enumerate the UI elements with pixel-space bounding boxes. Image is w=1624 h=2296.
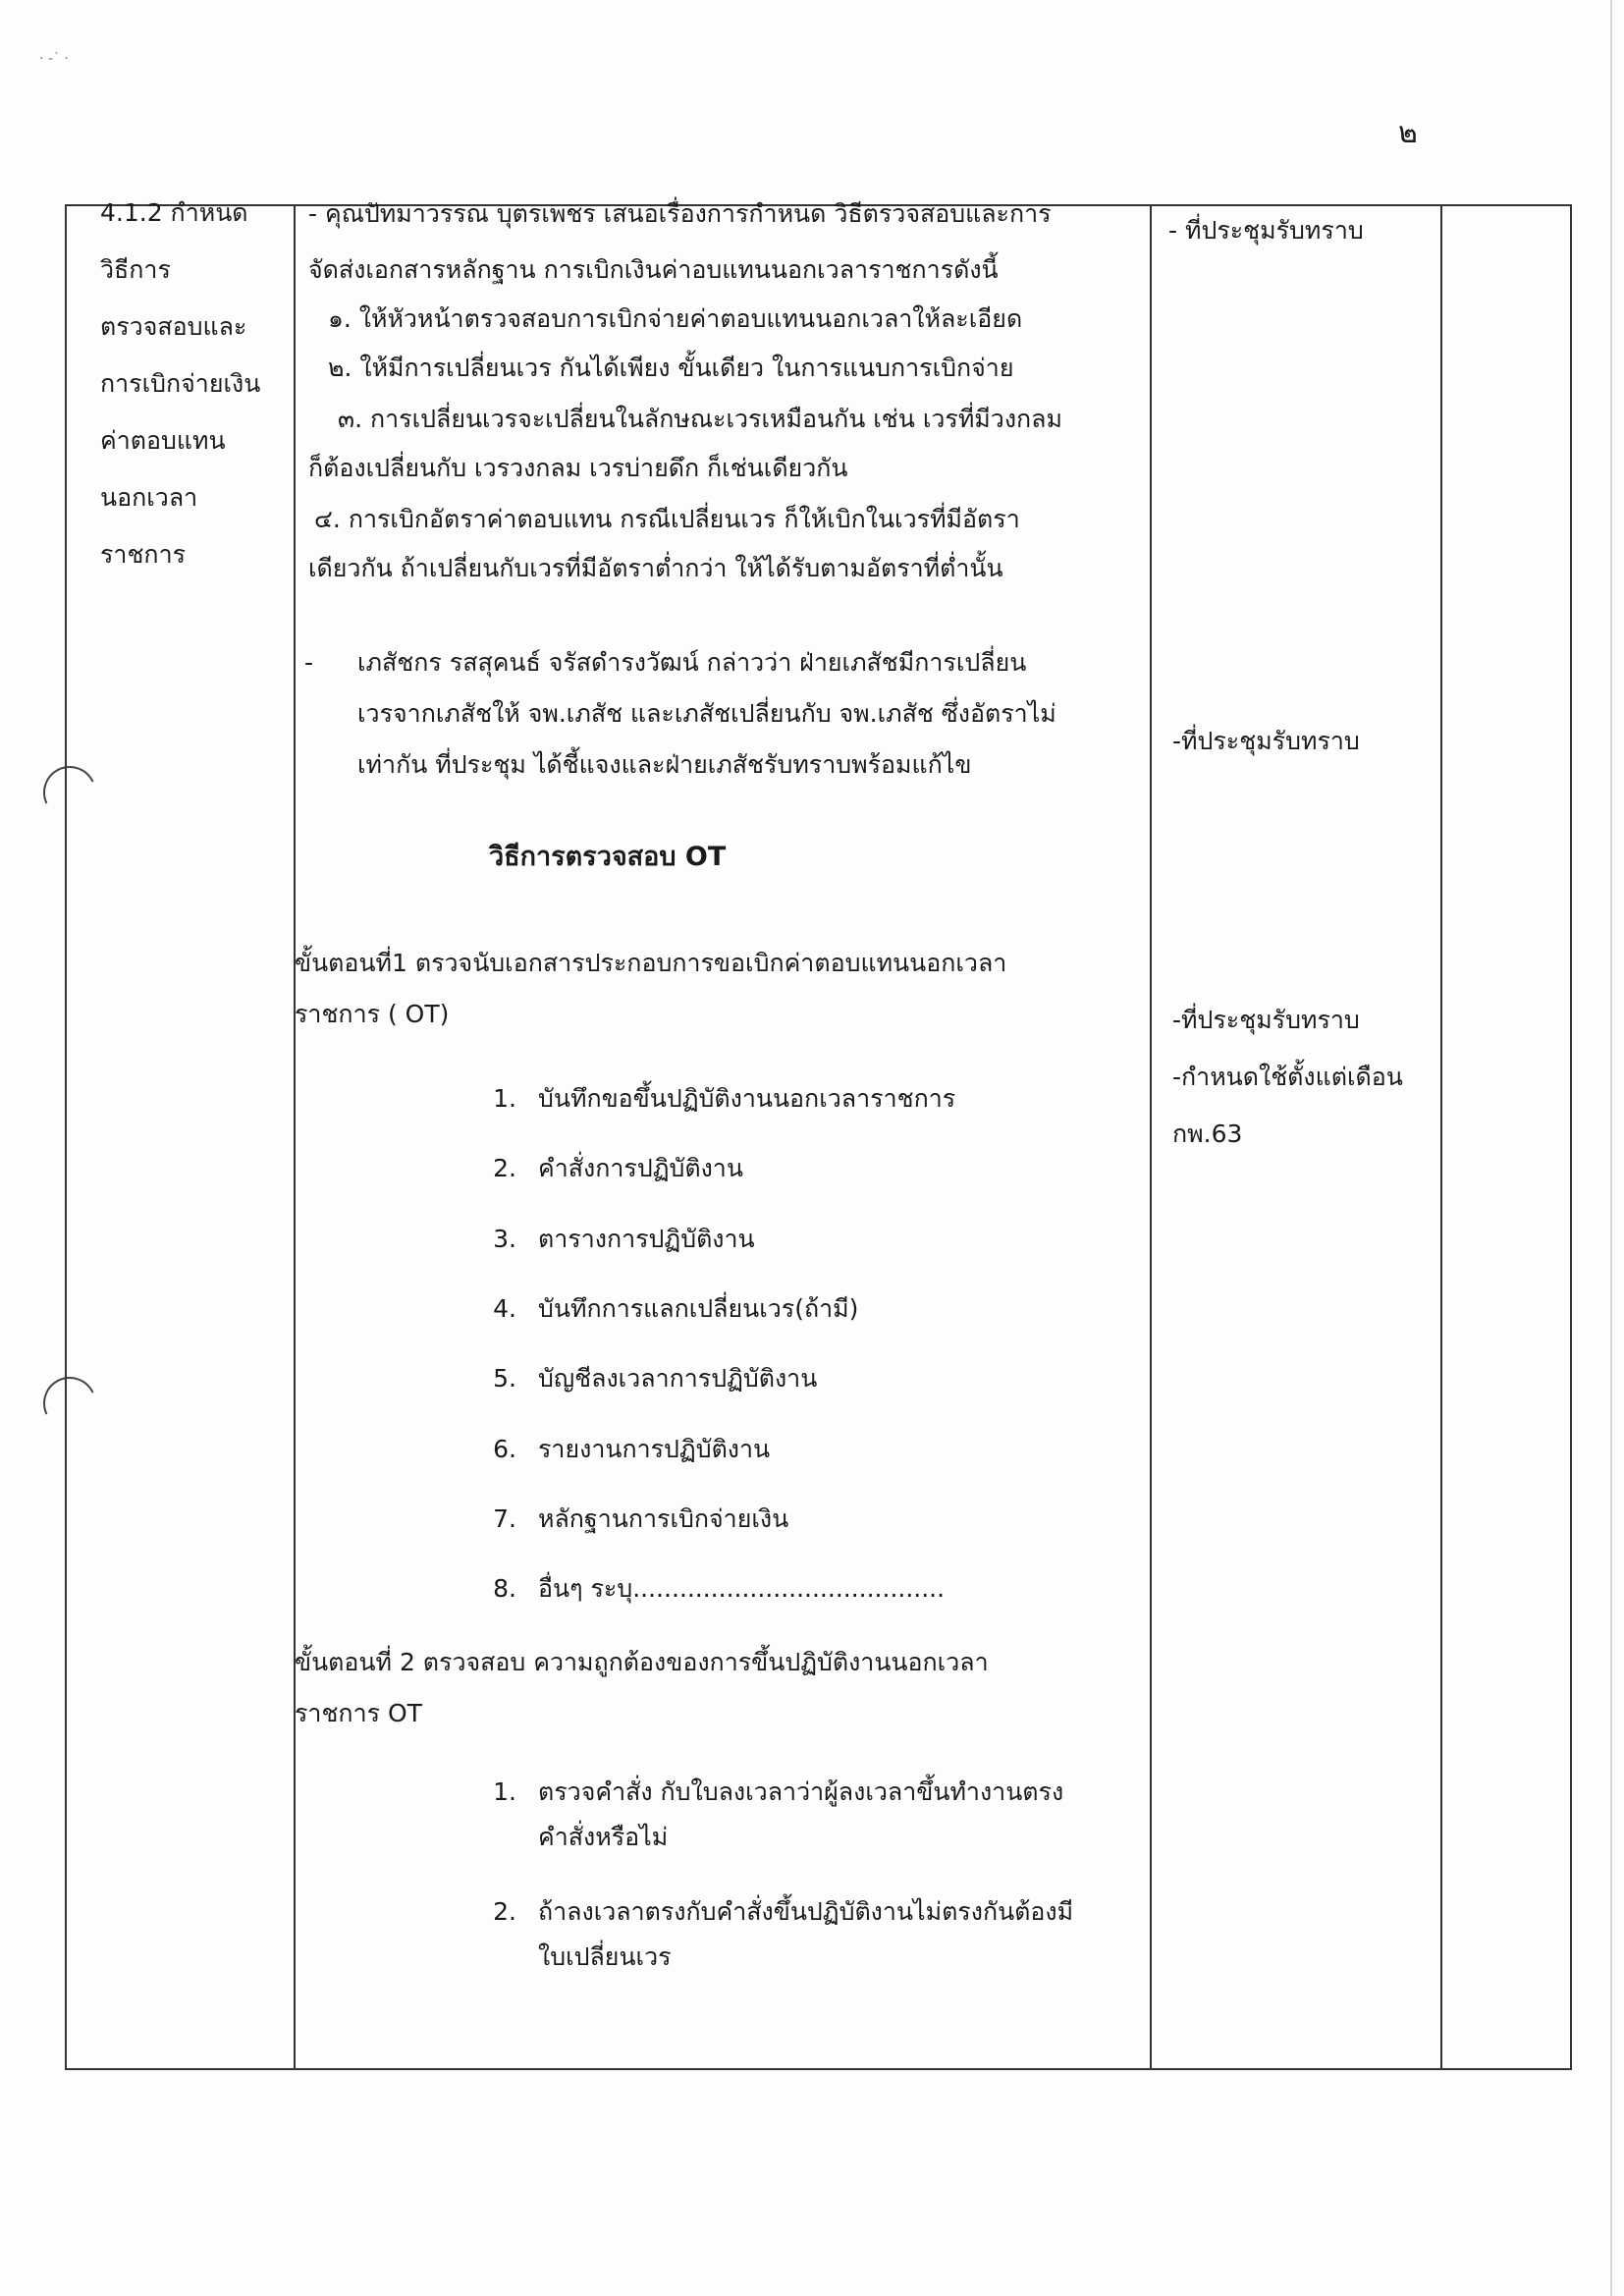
topic-line: ตรวจสอบและ bbox=[100, 312, 247, 341]
p1-line: ๓. การเปลี่ยนเวรจะเปลี่ยนในลักษณะเวรเหมือนกัน เช่น เวรที่มีวงกลม bbox=[338, 405, 1062, 433]
step2-item-cont: คำสั่งหรือไม่ bbox=[538, 1823, 669, 1851]
step2-item bbox=[481, 1897, 1073, 1927]
step1-item bbox=[481, 1154, 743, 1183]
column-divider-2 bbox=[1150, 206, 1152, 2068]
item-text: หลักฐานการเบิกจ่ายเงิน bbox=[538, 1504, 789, 1533]
step1-item bbox=[481, 1364, 817, 1394]
item-number: 6. bbox=[493, 1435, 516, 1463]
p1-line: - คุณปัทมาวรรณ บุตรเพชร เสนอเรื่องการกำหนด วิธีตรวจสอบและการ bbox=[308, 199, 1052, 228]
p2-line: เท่ากัน ที่ประชุม ได้ชี้แจงและฝ่ายเภสัชรับทราบพร้อมแก้ไข bbox=[357, 750, 972, 779]
item-number: 2. bbox=[493, 1897, 516, 1926]
step2-line: ราชการ OT bbox=[295, 1699, 422, 1727]
p1-line: ก็ต้องเปลี่ยนกับ เวรวงกลม เวรบ่ายดึก ก็เช่นเดียวกัน bbox=[308, 454, 848, 482]
item-number: 5. bbox=[493, 1364, 516, 1393]
item-number: 1. bbox=[493, 1084, 516, 1113]
step1-item bbox=[481, 1084, 955, 1114]
page-number: ๒ bbox=[1398, 116, 1418, 150]
item-text: คำสั่งการปฏิบัติงาน bbox=[538, 1154, 743, 1182]
step1-line: ราชการ ( OT) bbox=[295, 1000, 450, 1028]
resolution-3-line: -กำหนดใช้ตั้งแต่เดือน bbox=[1172, 1063, 1403, 1091]
item-number: 4. bbox=[493, 1294, 516, 1323]
step1-item bbox=[481, 1294, 858, 1324]
step1-item bbox=[481, 1574, 945, 1604]
topic-line: ค่าตอบแทน bbox=[100, 426, 226, 455]
topic-line: 4.1.2 กำหนด bbox=[100, 198, 248, 227]
page-edge bbox=[1610, 0, 1612, 2296]
step1-item bbox=[481, 1435, 770, 1464]
p1-line: ๑. ให้หัวหน้าตรวจสอบการเบิกจ่ายค่าตอบแทนนอกเวลาให้ละเอียด bbox=[328, 304, 1023, 333]
resolution-3-line: -ที่ประชุมรับทราบ bbox=[1172, 1006, 1360, 1034]
p1-line: จัดส่งเอกสารหลักฐาน การเบิกเงินค่าอบแทนนอกเวลาราชการดังนี้ bbox=[308, 255, 999, 284]
step2-item bbox=[481, 1777, 1063, 1807]
step1-line: ขั้นตอนที่1 ตรวจนับเอกสารประกอบการขอเบิกค่าตอบแทนนอกเวลา bbox=[295, 949, 1007, 977]
resolution-1: - ที่ประชุมรับทราบ bbox=[1168, 216, 1364, 245]
topic-line: วิธีการ bbox=[100, 255, 171, 284]
item-number: 8. bbox=[493, 1574, 516, 1603]
p2-line: เภสัชกร รสสุคนธ์ จรัสดำรงวัฒน์ กล่าวว่า ฝ่ายเภสัชมีการเปลี่ยน bbox=[357, 648, 1027, 677]
resolution-3-line: กพ.63 bbox=[1172, 1120, 1243, 1148]
section-heading: วิธีการตรวจสอบ OT bbox=[489, 842, 727, 872]
item-text: อื่นๆ ระบุ........................................ bbox=[538, 1574, 946, 1603]
item-number: 1. bbox=[493, 1777, 516, 1806]
resolution-2: -ที่ประชุมรับทราบ bbox=[1172, 727, 1360, 755]
topic-line: ราชการ bbox=[100, 540, 187, 569]
item-text: รายงานการปฏิบัติงาน bbox=[538, 1435, 771, 1463]
item-number: 2. bbox=[493, 1154, 516, 1182]
step1-item bbox=[481, 1225, 755, 1254]
topic-line: การเบิกจ่ายเงิน bbox=[100, 369, 261, 398]
item-number: 3. bbox=[493, 1225, 516, 1253]
step2-line: ขั้นตอนที่ 2 ตรวจสอบ ความถูกต้องของการขึ้นปฏิบัติงานนอกเวลา bbox=[295, 1648, 989, 1676]
column-divider-1 bbox=[294, 206, 296, 2068]
p1-line: ๔. การเบิกอัตราค่าตอบแทน กรณีเปลี่ยนเวร ก็ให้เบิกในเวรที่มีอัตรา bbox=[314, 505, 1020, 533]
p1-line: ๒. ให้มีการเปลี่ยนเวร กันได้เพียง ขั้นเดียว ในการแนบการเบิกจ่าย bbox=[328, 354, 1014, 382]
p1-line: เดียวกัน ถ้าเปลี่ยนกับเวรที่มีอัตราต่ำกว่า ให้ได้รับตามอัตราที่ต่ำนั้น bbox=[308, 554, 1003, 582]
p2-dash: - bbox=[304, 648, 314, 677]
step2-item-cont: ใบเปลี่ยนเวร bbox=[538, 1942, 672, 1971]
item-text: บัญชีลงเวลาการปฏิบัติงาน bbox=[538, 1364, 818, 1393]
p2-line: เวรจากเภสัชให้ จพ.เภสัช และเภสัชเปลี่ยนกับ จพ.เภสัช ซึ่งอัตราไม่ bbox=[357, 699, 1056, 728]
step1-item bbox=[481, 1504, 788, 1534]
item-text: ตารางการปฏิบัติงาน bbox=[538, 1225, 755, 1253]
item-text: บันทึกขอขึ้นปฏิบัติงานนอกเวลาราชการ bbox=[538, 1084, 956, 1113]
item-number: 7. bbox=[493, 1504, 516, 1533]
item-text: บันทึกการแลกเปลี่ยนเวร(ถ้ามี) bbox=[538, 1294, 859, 1323]
topic-line: นอกเวลา bbox=[100, 483, 198, 512]
item-text: ตรวจคำสั่ง กับใบลงเวลาว่าผู้ลงเวลาขึ้นทำงานตรง bbox=[538, 1777, 1064, 1806]
item-text: ถ้าลงเวลาตรงกับคำสั่งขึ้นปฏิบัติงานไม่ตรงกันต้องมี bbox=[538, 1897, 1074, 1926]
column-divider-3 bbox=[1440, 206, 1442, 2068]
scan-artifact: · ‐˙ · bbox=[39, 51, 69, 67]
